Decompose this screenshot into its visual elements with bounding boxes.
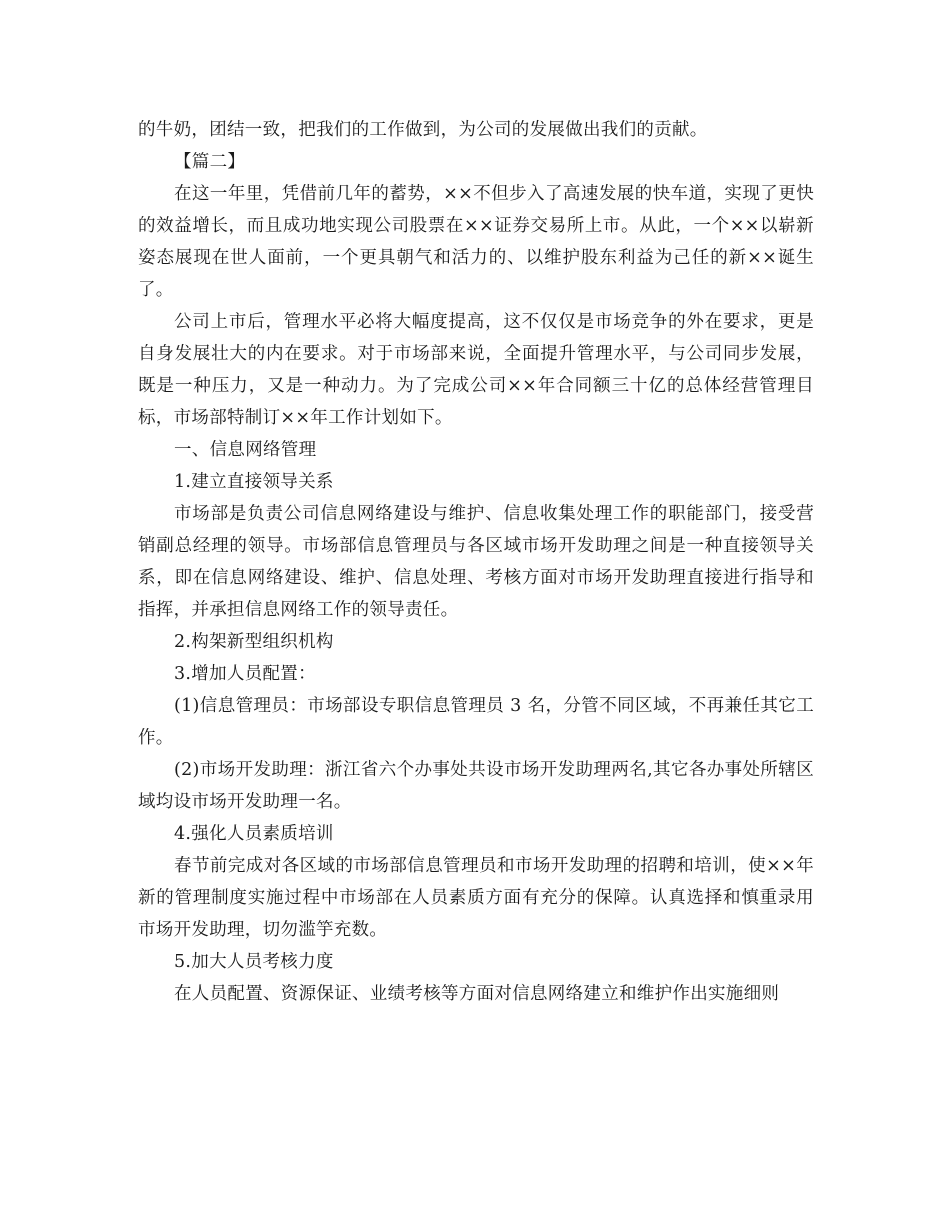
paragraph-market-assistant: (2)市场开发助理：浙江省六个办事处共设市场开发助理两名,其它各办事处所辖区域均设市场开发助理一名。 [138,760,814,812]
paragraph-listing-goals: 公司上市后，管理水平必将大幅度提高，这不仅仅是市场竞争的外在要求，更是自身发展壮大的内在要求。对于市场部来说，全面提升管理水平，与公司同步发展，既是一种压力，又是一种动力。为了完成公司××年合同额三十亿的总体经营管理目标，市场部特制订××年工作计划如下。 [138,312,814,428]
paragraph-continuation: 的牛奶，团结一致，把我们的工作做到，为公司的发展做出我们的贡献。 [138,120,708,140]
paragraph-training-plan: 春节前完成对各区域的市场部信息管理员和市场开发助理的招聘和培训，使××年新的管理制度实施过程中市场部在人员素质方面有充分的保障。认真选择和慎重录用市场开发助理，切勿滥竽充数。 [138,856,814,940]
heading-training: 4.强化人员素质培训 [174,824,334,844]
heading-direct-leadership: 1.建立直接领导关系 [174,472,334,492]
heading-staffing: 3.增加人员配置： [174,664,316,684]
paragraph-assessment-detail: 在人员配置、资源保证、业绩考核等方面对信息网络建立和维护作出实施细则 [174,984,780,1004]
document-page [138,114,814,1010]
paragraph-year-review: 在这一年里，凭借前几年的蓄势，××不但步入了高速发展的快车道，实现了更快的效益增长，而且成功地实现公司股票在××证券交易所上市。从此，一个××以崭新姿态展现在世人面前，一个更具朝气和活力的、以维护股东利益为己任的新××诞生了。 [138,184,814,300]
heading-organization: 2.构架新型组织机构 [174,632,334,652]
paragraph-market-dept-role: 市场部是负责公司信息网络建设与维护、信息收集处理工作的职能部门，接受营销副总经理的领导。市场部信息管理员与各区域市场开发助理之间是一种直接领导关系，即在信息网络建设、维护、信息处理、考核方面对市场开发助理直接进行指导和指挥，并承担信息网络工作的领导责任。 [138,504,814,620]
section-title-part-two: 【篇二】 [174,152,246,172]
paragraph-info-manager: (1)信息管理员：市场部设专职信息管理员 3 名，分管不同区域，不再兼任其它工作。 [138,696,814,748]
heading-assessment: 5.加大人员考核力度 [174,952,334,972]
heading-info-network: 一、信息网络管理 [174,440,317,460]
